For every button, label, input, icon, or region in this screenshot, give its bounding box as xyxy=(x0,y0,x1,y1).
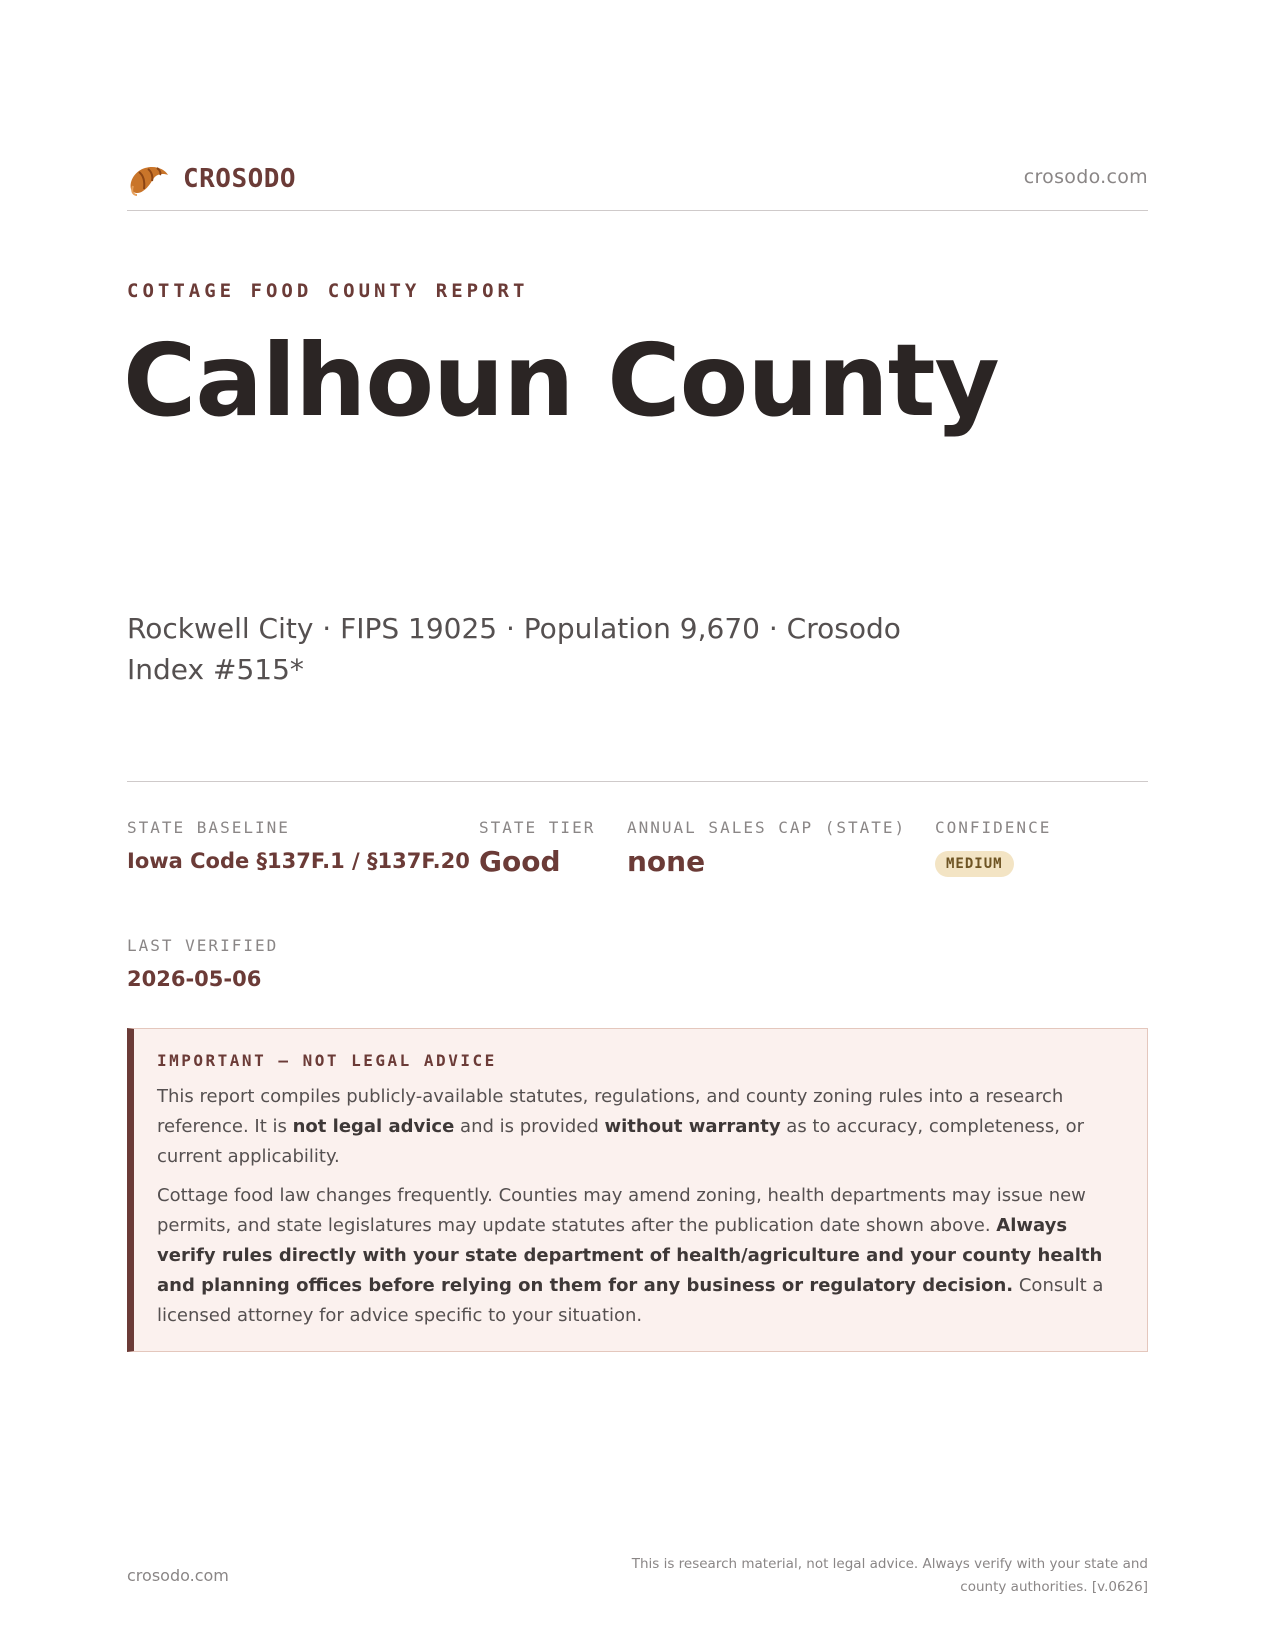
page-header xyxy=(127,155,1148,211)
disclaimer-emphasis: Always verify rules directly with your state department of health/agriculture and your county health and planning offices before relying on them for any business or regulatory decision. xyxy=(157,1215,1103,1296)
disclaimer-text: and is provided xyxy=(454,1116,605,1137)
fact-state-tier xyxy=(479,818,595,878)
fact-state-baseline xyxy=(127,818,470,873)
croissant-icon xyxy=(127,159,171,199)
disclaimer-paragraph-1 xyxy=(157,1082,1123,1172)
section-divider xyxy=(127,781,1148,782)
fact-label: STATE TIER xyxy=(479,818,596,837)
fact-label: ANNUAL SALES CAP (STATE) xyxy=(627,818,907,837)
confidence-badge: MEDIUM xyxy=(935,851,1014,877)
disclaimer-text: This report compiles publicly-available statutes, regulations, and county zoning rules into a research reference. It is xyxy=(157,1086,1064,1137)
fact-label: STATE BASELINE xyxy=(127,818,290,837)
fact-label: CONFIDENCE xyxy=(935,818,1052,837)
fact-confidence xyxy=(935,818,1051,877)
header-url[interactable]: crosodo.com xyxy=(1023,166,1148,188)
disclaimer-text: as to accuracy, completeness, or current applicability. xyxy=(157,1116,1085,1167)
brand[interactable] xyxy=(127,159,296,199)
legal-disclaimer xyxy=(127,1028,1148,1352)
fact-last-verified xyxy=(127,936,278,991)
fact-value: Iowa Code §137F.1 / §137F.20 xyxy=(127,849,470,873)
brand-name: CROSODO xyxy=(183,164,297,194)
fact-value: Good xyxy=(479,845,561,878)
disclaimer-emphasis: not legal advice xyxy=(292,1116,455,1137)
disclaimer-text: Cottage food law changes frequently. Counties may amend zoning, health departments may issue new permits, and state legislatures may update statutes after the publication date shown above. xyxy=(157,1185,1086,1236)
disclaimer-paragraph-2 xyxy=(157,1181,1123,1331)
fact-annual-sales-cap xyxy=(627,818,906,878)
report-page xyxy=(123,0,1148,1650)
fact-value: none xyxy=(627,845,706,878)
fact-label: LAST VERIFIED xyxy=(127,936,279,955)
report-subtitle: Rockwell City · FIPS 19025 · Population 9,670 · Crosodo Index #515* xyxy=(127,612,901,686)
footer-url[interactable]: crosodo.com xyxy=(127,1566,229,1585)
disclaimer-text: Consult a licensed attorney for advice specific to your situation. xyxy=(157,1275,1104,1326)
page-title: Calhoun County xyxy=(123,322,999,439)
report-eyebrow: COTTAGE FOOD COUNTY REPORT xyxy=(127,280,529,302)
disclaimer-title: IMPORTANT — NOT LEGAL ADVICE xyxy=(157,1051,497,1070)
fact-value: 2026-05-06 xyxy=(127,967,262,991)
disclaimer-emphasis: without warranty xyxy=(604,1116,781,1137)
footer-disclaimer: This is research material, not legal advice. Always verify with your state and county authorities. [v.0626] xyxy=(631,1556,1148,1595)
